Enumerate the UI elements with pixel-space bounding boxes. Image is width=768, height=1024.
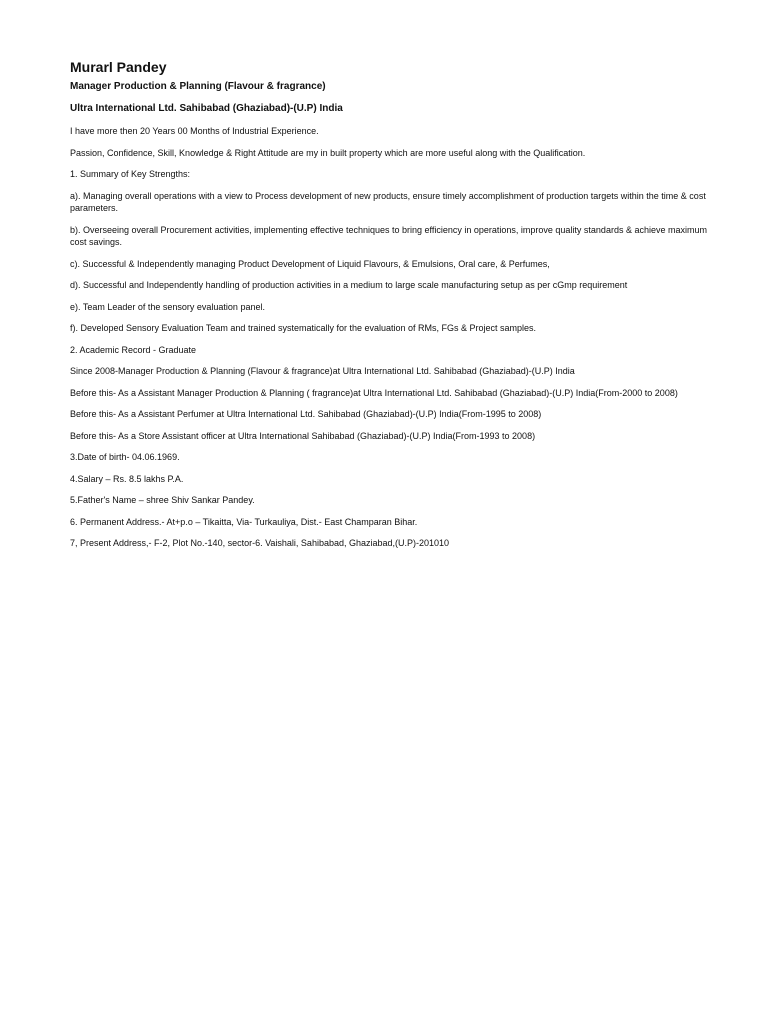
permanent-address: 6. Permanent Address.- At+p.o – Tikaitta, Via- Turkauliya, Dist.- East Champaran Bihar. (70, 516, 418, 527)
father-name: 5.Father's Name – shree Shiv Sankar Pandey. (70, 495, 255, 505)
section-heading-key-strengths: 1. Summary of Key Strengths: (70, 169, 191, 179)
career-history-item: Since 2008-Manager Production & Planning (Flavour & fragrance)at Ultra International Ltd. Sahibabad (Ghaziabad)-(U.P) India (70, 366, 575, 376)
company-name: Ultra International Ltd. Sahibabad (Ghaziabad)-(U.P) India (70, 103, 343, 114)
resume-page (70, 58, 710, 559)
personal-statement: Passion, Confidence, Skill, Knowledge & Right Attitude are my in built property which are more useful along with the Qualification. (70, 147, 586, 158)
experience-summary: I have more then 20 Years 00 Months of Industrial Experience. (70, 126, 319, 136)
strength-item: b). Overseeing overall Procurement activities, implementing effective techniques to bring efficiency in operations, improve quality standards & achieve maximum cost savings. (70, 224, 707, 247)
job-title: Manager Production & Planning (Flavour & fragrance) (70, 81, 326, 92)
strength-item: a). Managing overall operations with a view to Process development of new products, ensure timely accomplishment of production targets within the time & cost parameters. (70, 190, 706, 213)
salary: 4.Salary – Rs. 8.5 lakhs P.A. (70, 473, 184, 484)
strength-item: e). Team Leader of the sensory evaluation panel. (70, 301, 265, 312)
career-history-item: Before this- As a Assistant Manager Production & Planning ( fragrance)at Ultra International Ltd. Sahibabad (Ghaziabad)-(U.P) India(From-2000 to 2008) (70, 387, 678, 398)
strength-item: c). Successful & Independently managing Product Development of Liquid Flavours, & Emulsions, Oral care, & Perfumes, (70, 258, 550, 269)
present-address: 7, Present Address,- F-2, Plot No.-140, sector-6. Vaishali, Sahibabad, Ghaziabad,(U.P)-201010 (70, 538, 450, 548)
date-of-birth: 3.Date of birth- 04.06.1969. (70, 452, 180, 462)
candidate-name: Murarl Pandey (70, 59, 167, 75)
strength-item: f). Developed Sensory Evaluation Team and trained systematically for the evaluation of RMs, FGs & Project samples. (70, 323, 537, 333)
strength-item: d). Successful and Independently handling of production activities in a medium to large scale manufacturing setup as per cGmp requirement (70, 280, 628, 290)
career-history-item: Before this- As a Store Assistant officer at Ultra International Sahibabad (Ghaziabad)-(U.P) India(From-1993 to 2008) (70, 430, 536, 441)
section-heading-academic-record: 2. Academic Record - Graduate (70, 344, 197, 355)
career-history-item: Before this- As a Assistant Perfumer at Ultra International Ltd. Sahibabad (Ghaziabad)-(U.P) India(From-1995 to 2008) (70, 409, 542, 419)
